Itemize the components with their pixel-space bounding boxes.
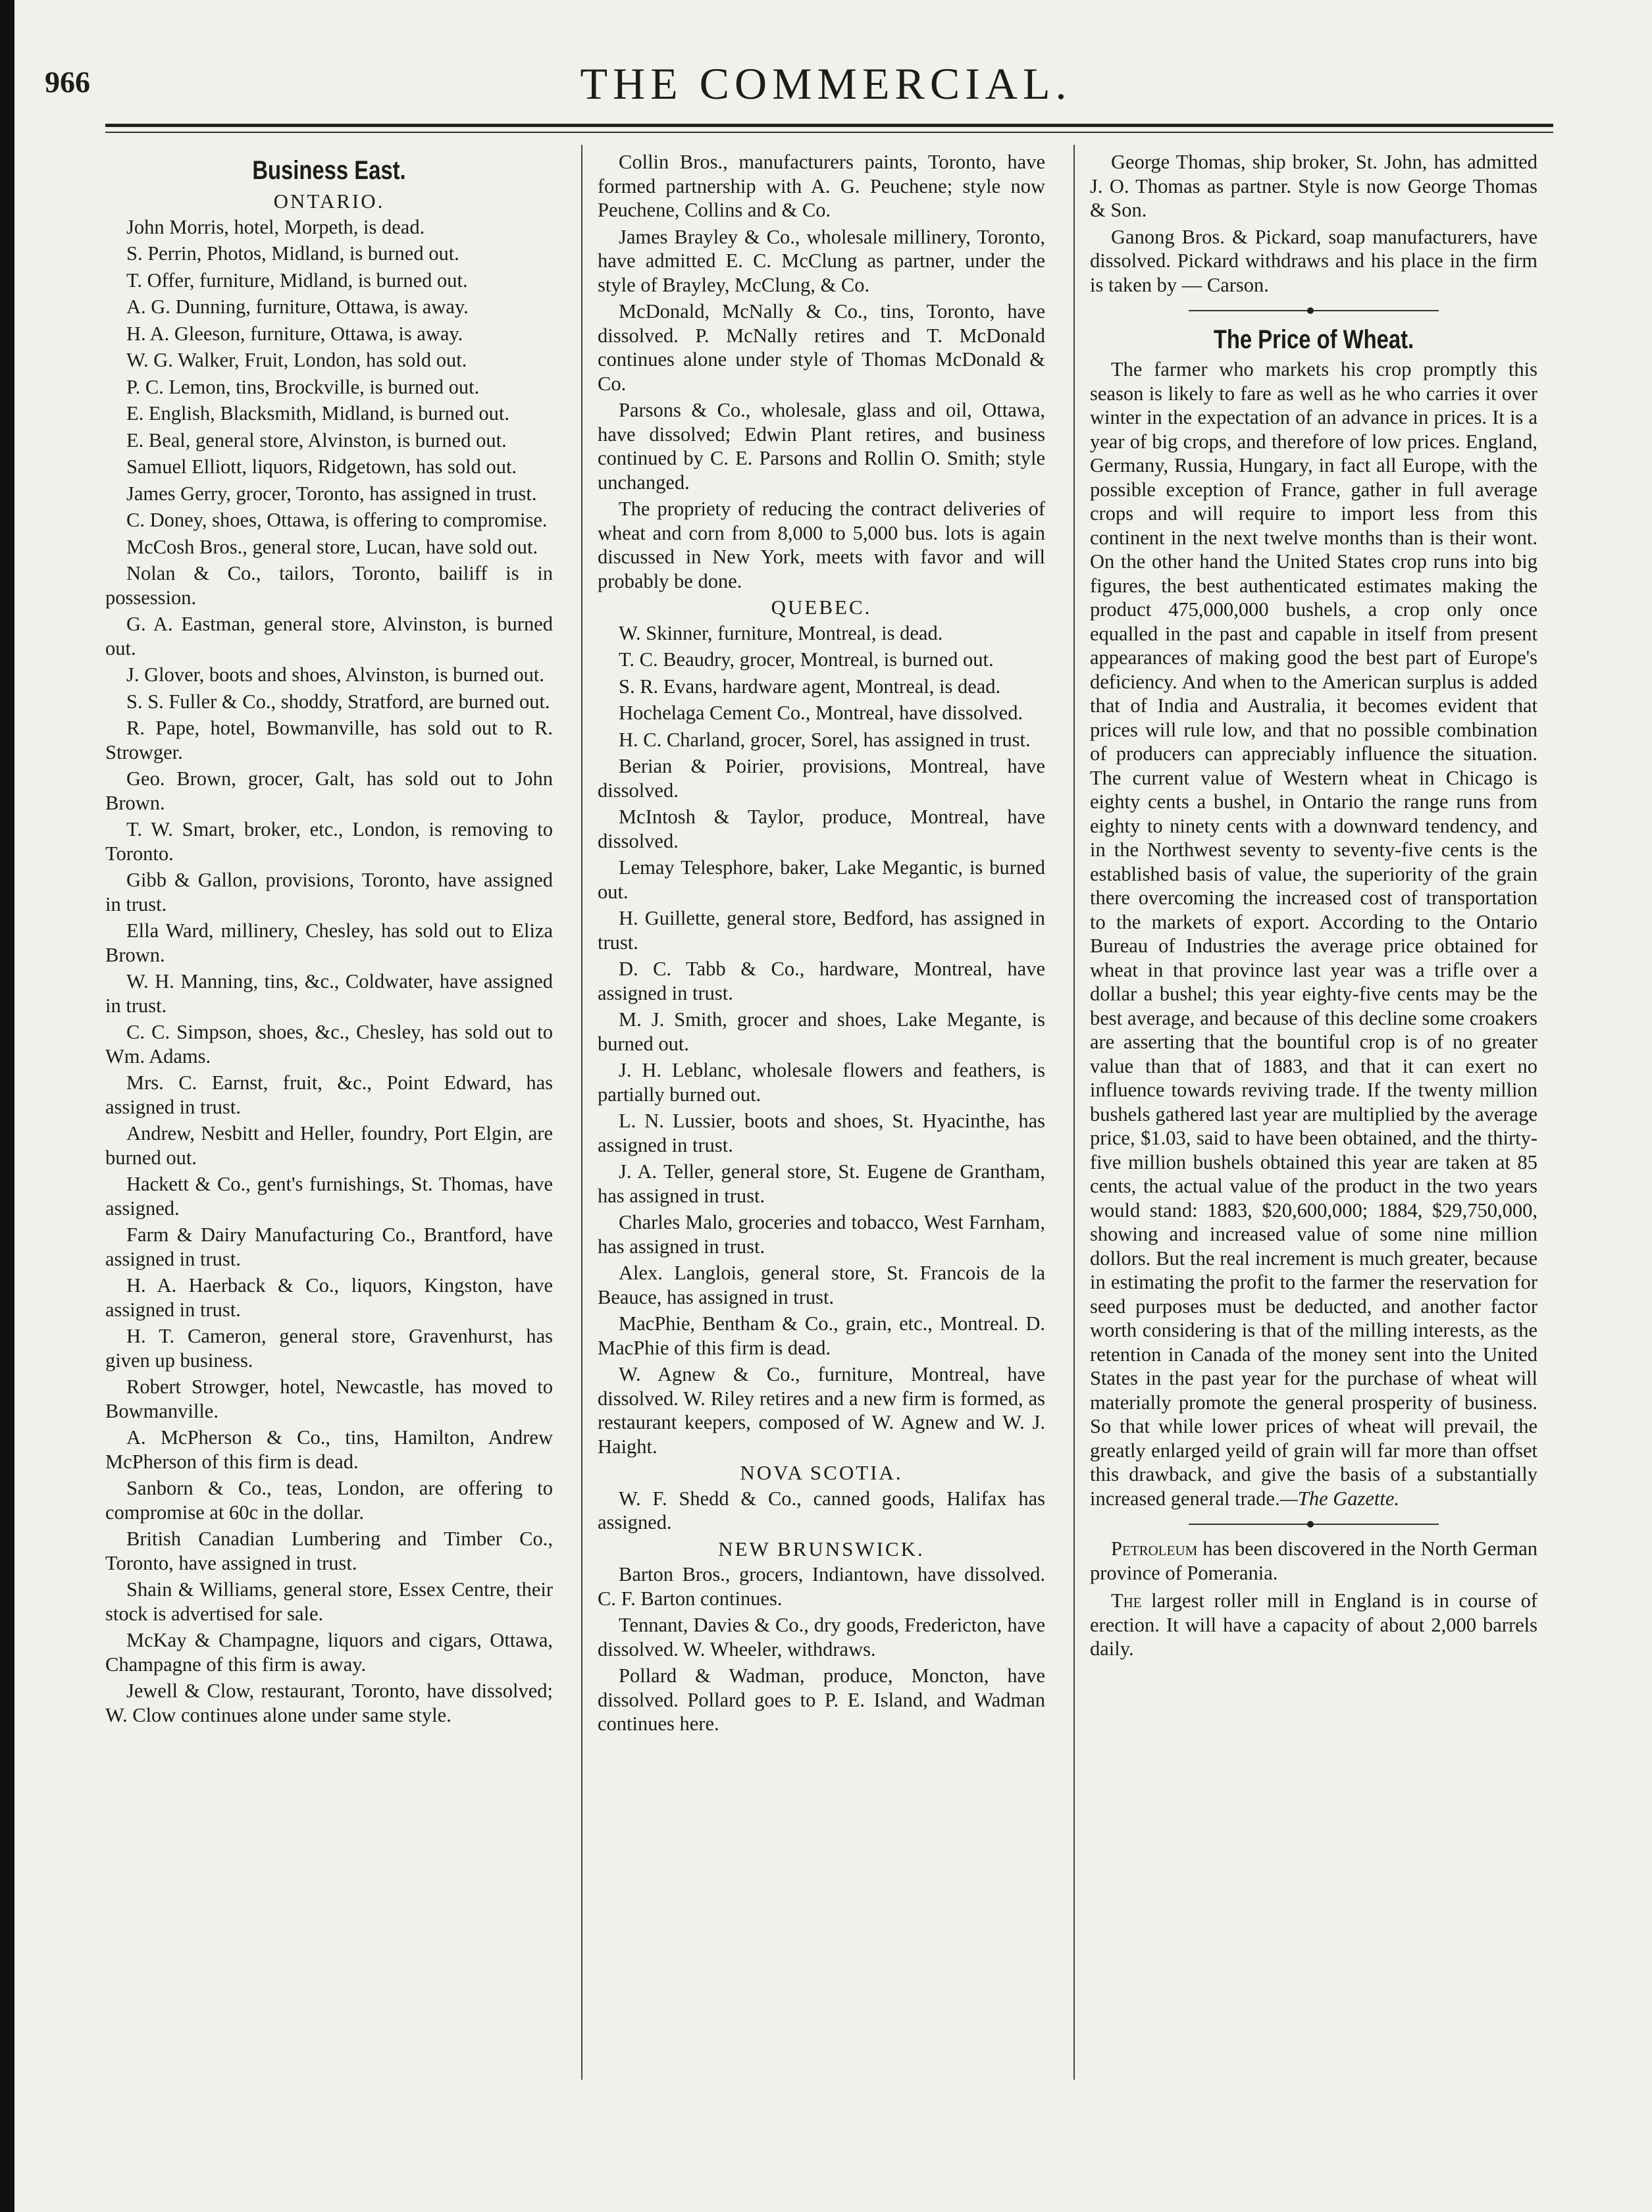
new-brunswick-list [598,1562,1045,1736]
notice-item: James Brayley & Co., wholesale millinery, Toronto, have admitted E. C. McClung as partner, under the style of Brayley, McClung, & Co. [598,225,1045,296]
notice-item: Farm & Dairy Manufacturing Co., Brantford, have assigned in trust. [105,1223,553,1270]
roller-mill-notice [1090,1589,1537,1661]
notice-item: Ella Ward, millinery, Chesley, has sold out to Eliza Brown. [105,919,553,966]
notice-item: Alex. Langlois, general store, St. Francois de la Beauce, has assigned in trust. [598,1262,1045,1308]
notice-item: Gibb & Gallon, provisions, Toronto, have assigned in trust. [105,869,553,915]
article-source: —The Gazette. [1279,1487,1400,1510]
column-3-notices [1090,150,1537,297]
notice-item: Lemay Telesphore, baker, Lake Megantic, is burned out. [598,856,1045,903]
column-3 [1090,150,1537,1665]
notice-item: J. H. Leblanc, wholesale flowers and feathers, is partially burned out. [598,1059,1045,1106]
separator-rule [1090,1521,1537,1528]
notice-item: H. A. Gleeson, furniture, Ottawa, is away. [126,322,463,345]
notice-item: L. N. Lussier, boots and shoes, St. Hyacinthe, has assigned in trust. [598,1110,1045,1156]
notice-item: P. C. Lemon, tins, Brockville, is burned out. [126,375,480,398]
notice-item: C. Doney, shoes, Ottawa, is offering to compromise. [126,509,548,531]
new-brunswick-subhead: NEW BRUNSWICK. [718,1537,925,1560]
notice-item: A. McPherson & Co., tins, Hamilton, Andrew McPherson of this firm is dead. [105,1426,553,1473]
notice-item: Hochelaga Cement Co., Montreal, have dissolved. [619,702,1023,724]
notice-item: W. Skinner, furniture, Montreal, is dead. [619,621,943,644]
notice-item: Robert Strowger, hotel, Newcastle, has moved to Bowmanville. [105,1376,553,1422]
petroleum-notice [1090,1537,1537,1585]
quebec-list [598,621,1045,1459]
notice-item: Andrew, Nesbitt and Heller, foundry, Port Elgin, are burned out. [105,1122,553,1169]
notice-item: Geo. Brown, grocer, Galt, has sold out to John Brown. [105,767,553,814]
notice-item: W. G. Walker, Fruit, London, has sold out. [126,349,467,371]
notice-item: Pollard & Wadman, produce, Moncton, have dissolved. Pollard goes to P. E. Island, and Wadman continues here. [598,1664,1045,1735]
notice-item: Parsons & Co., wholesale, glass and oil, Ottawa, have dissolved; Edwin Plant retires, and business continued by C. E. Parsons and Rollin O. Smith; style unchanged. [598,399,1045,494]
notice-item: W. F. Shedd & Co., canned goods, Halifax has assigned. [598,1487,1045,1533]
notice-item: James Gerry, grocer, Toronto, has assigned in trust. [126,482,537,505]
business-east-heading: Business East. [252,156,406,185]
notice-item: E. Beal, general store, Alvinston, is burned out. [126,428,507,451]
notice-item: J. A. Teller, general store, St. Eugene de Grantham, has assigned in trust. [598,1160,1045,1207]
notice-item: Barton Bros., grocers, Indiantown, have dissolved. C. F. Barton continues. [598,1563,1045,1610]
separator-rule [1090,307,1537,314]
notice-item: Tennant, Davies & Co., dry goods, Fredericton, have dissolved. W. Wheeler, withdraws. [598,1614,1045,1660]
notice-item: British Canadian Lumbering and Timber Co., Toronto, have assigned in trust. [105,1528,553,1574]
notice-item: Charles Malo, groceries and tobacco, West Farnham, has assigned in trust. [598,1211,1045,1258]
notice-item: Samuel Elliott, liquors, Ridgetown, has sold out. [126,455,517,478]
notice-item: Hackett & Co., gent's furnishings, St. Thomas, have assigned. [105,1173,553,1220]
column-1 [105,150,553,1730]
ontario-continued-list [598,150,1045,593]
notice-item: S. Perrin, Photos, Midland, is burned out. [126,242,459,265]
mill-lead: The [1111,1589,1142,1612]
petroleum-text: has been discovered in the North German province of Pomerania. [1090,1537,1537,1584]
article-body: The farmer who markets his crop promptly this season is likely to fare as well as he who carries it over winter in the expectation of an advance in prices. It is a year of big crops, and therefore of low prices. England, Germany, Russia, Hungary, in fact all Europe, with the possible exception of France, gather in full average crops and will require to import less from this continent in the next twelve months than is their wont. On the other hand the United States crop runs into big figures, the best authenticated estimates making the product 475,000,000 bushels, a crop only once equalled in the past and capable in itself from present appearances of making good the best part of Europe's deficiency. And when to the American surplus is added that of India and Australia, it becomes evident that prices will rule low, and that no possible combination of producers can appreciably influence the situation. The current value of Western wheat in Chicago is eighty cents a bushel, in Ontario the range runs from eighty to ninety cents with a downward tendency, and in the Northwest seventy to seventy-five cents is the established basis of value, the superiority of the grain there overcoming the increased cost of transportation to the markets of export. According to the Ontario Bureau of Industries the average price obtained for wheat in that province last year was a trifle over a dollar a bushel; this year eighty-five cents may be the best average, and because of this decline some croakers are asserting that the bountiful crop is of no greater value than that of 1883, and that it can exert no influence towards reviving trade. If the twenty million bushels gathered last year are multiplied by the average price, $1.03, said to have been obtained, and the thirty-five million bushels obtained this year are taken at 85 cents, the actual value of the product in the two years would stand: 1883, $20,600,000; 1884, $29,750,000, showing and increased value of some nine million dollors. But the real increment is much greater, because in estimating the profit to the farmer the reservation for seed purposes must be deducted, and another factor worth considering is that of the milling interests, as the retention in Canada of the money sent into the United States in the past year for the purchase of wheat will materially promote the general prosperity of business. So that while lower prices of wheat will prevail, the greatly enlarged yeild of grain will far more than offset this drawback, and give the basis of a substantially increased general trade. [1090,358,1537,1510]
notice-item: T. W. Smart, broker, etc., London, is removing to Toronto. [105,818,553,865]
column-divider-2 [1073,145,1075,2080]
scan-edge [0,0,14,2212]
notice-item: H. C. Charland, grocer, Sorel, has assigned in trust. [619,728,1031,751]
quebec-subhead: QUEBEC. [771,596,872,619]
notice-item: Collin Bros., manufacturers paints, Toronto, have formed partnership with A. G. Peuchene; style now Peuchene, Collins and & Co. [598,151,1045,221]
header-rule-thick [105,124,1553,127]
notice-item: R. Pape, hotel, Bowmanville, has sold out to R. Strowger. [105,717,553,763]
column-2 [598,150,1045,1739]
nova-scotia-list [598,1487,1045,1535]
notice-item: W. Agnew & Co., furniture, Montreal, have dissolved. W. Riley retires and a new firm is formed, as restaurant keepers, composed of W. Agnew and W. J. Haight. [598,1363,1045,1458]
notice-item: W. H. Manning, tins, &c., Coldwater, have assigned in trust. [105,970,553,1017]
notice-item: A. G. Dunning, furniture, Ottawa, is away. [126,296,469,318]
notice-item: McCosh Bros., general store, Lucan, have sold out. [126,535,538,558]
ontario-list [105,215,553,1728]
notice-item: Sanborn & Co., teas, London, are offering to compromise at 60c in the dollar. [105,1477,553,1524]
mill-text: largest roller mill in England is in course of erection. It will have a capacity of about 2,000 barrels daily. [1090,1589,1537,1660]
notice-item: H. A. Haerback & Co., liquors, Kingston, have assigned in trust. [105,1274,553,1321]
nova-scotia-subhead: NOVA SCOTIA. [740,1461,903,1484]
notice-item: Shain & Williams, general store, Essex Centre, their stock is advertised for sale. [105,1578,553,1625]
notice-item: E. English, Blacksmith, Midland, is burned out. [126,402,510,424]
petroleum-lead: Petroleum [1111,1537,1198,1560]
notice-item: H. T. Cameron, general store, Gravenhurst, has given up business. [105,1325,553,1372]
notice-item: H. Guillette, general store, Bedford, has assigned in trust. [598,907,1045,954]
ontario-subhead: ONTARIO. [273,190,385,213]
notice-item: J. Glover, boots and shoes, Alvinston, is burned out. [126,663,545,686]
notice-item: Nolan & Co., tailors, Toronto, bailiff is in possession. [105,562,553,609]
notice-item: John Morris, hotel, Morpeth, is dead. [126,215,425,238]
notice-item: M. J. Smith, grocer and shoes, Lake Megante, is burned out. [598,1008,1045,1055]
header-rule-thin [105,132,1553,133]
notice-item: Berian & Poirier, provisions, Montreal, have dissolved. [598,755,1045,802]
notice-item: George Thomas, ship broker, St. John, has admitted J. O. Thomas as partner. Style is now George Thomas & Son. [1090,151,1537,221]
notice-item: G. A. Eastman, general store, Alvinston, is burned out. [105,613,553,659]
masthead-title: THE COMMERCIAL. [580,59,1072,109]
notice-item: S. S. Fuller & Co., shoddy, Stratford, are burned out. [126,690,550,713]
notice-item: Jewell & Clow, restaurant, Toronto, have dissolved; W. Clow continues alone under same style. [105,1680,553,1726]
notice-item: The propriety of reducing the contract deliveries of wheat and corn from 8,000 to 5,000 bus. lots is again discussed in New York, meets with favor and will probably be done. [598,498,1045,592]
notice-item: T. C. Beaudry, grocer, Montreal, is burned out. [619,648,994,671]
page-number: 966 [45,65,90,99]
notice-item: D. C. Tabb & Co., hardware, Montreal, have assigned in trust. [598,958,1045,1004]
notice-item: Ganong Bros. & Pickard, soap manufacturers, have dissolved. Pickard withdraws and his place in the firm is taken by — Carson. [1090,225,1537,296]
price-of-wheat-heading: The Price of Wheat. [1213,325,1414,354]
column-divider-1 [581,145,582,2080]
notice-item: McKay & Champagne, liquors and cigars, Ottawa, Champagne of this firm is away. [105,1629,553,1676]
notice-item: Mrs. C. Earnst, fruit, &c., Point Edward, has assigned in trust. [105,1071,553,1118]
price-of-wheat-article [1090,357,1537,1510]
notice-item: MacPhie, Bentham & Co., grain, etc., Montreal. D. MacPhie of this firm is dead. [598,1312,1045,1359]
notice-item: T. Offer, furniture, Midland, is burned out. [126,269,468,292]
notice-item: S. R. Evans, hardware agent, Montreal, is dead. [619,675,1001,698]
notice-item: McDonald, McNally & Co., tins, Toronto, have dissolved. P. McNally retires and T. McDonald continues alone under style of Thomas McDonald & Co. [598,300,1045,395]
notice-item: C. C. Simpson, shoes, &c., Chesley, has sold out to Wm. Adams. [105,1021,553,1067]
notice-item: McIntosh & Taylor, produce, Montreal, have dissolved. [598,806,1045,852]
